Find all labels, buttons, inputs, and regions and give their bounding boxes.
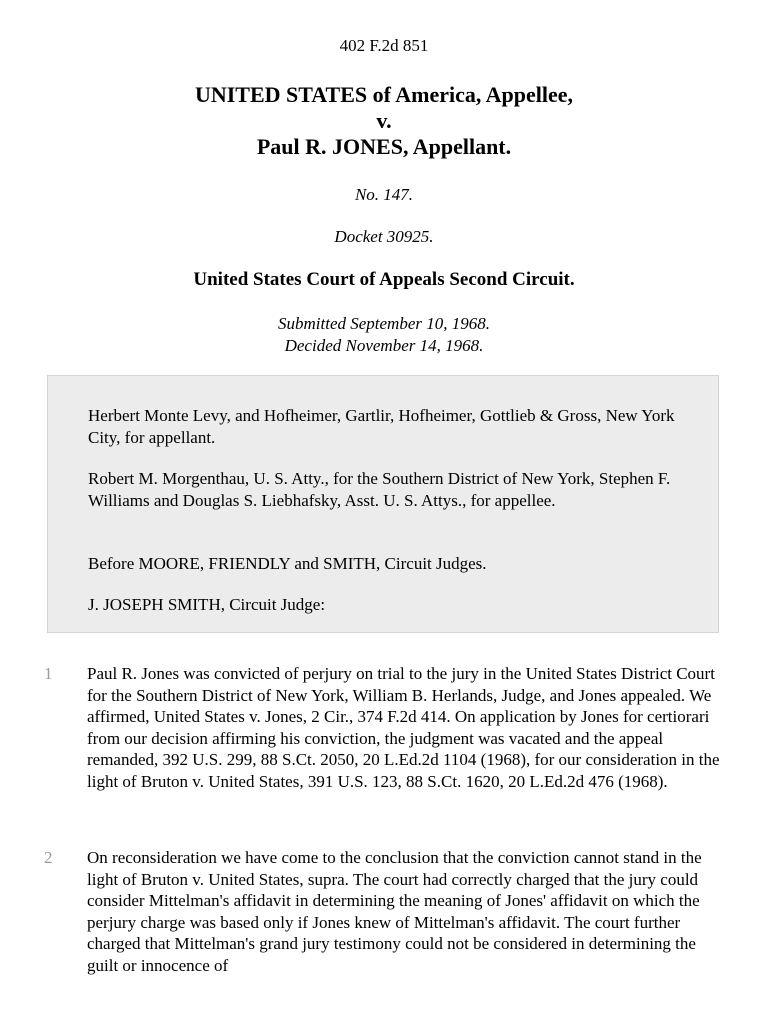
- submitted-date: Submitted September 10, 1968.: [278, 314, 490, 333]
- appellee-counsel: Robert M. Morgenthau, U. S. Atty., for the Southern District of New York, Stephen F. Williams and Douglas S. Liebhafsky, Asst. U. S. Attys., for appellee.: [88, 469, 671, 510]
- docket-number: Docket 30925.: [334, 227, 434, 246]
- caption-appellee: UNITED STATES of America, Appellee,: [194, 82, 574, 107]
- opinion-author: J. JOSEPH SMITH, Circuit Judge:: [88, 595, 326, 614]
- case-number: No. 147.: [354, 185, 414, 204]
- counsel-panel: [47, 375, 719, 633]
- paragraph-number: 1: [44, 664, 53, 683]
- paragraph-text: On reconsideration we have come to the conclusion that the conviction cannot stand in the light of Bruton v. United States, supra. The court had correctly charged that the jury could consider Mittelman's affidavit in determining the meaning of Jones' affidavit on which the perjury charge was based only if Jones knew of Mittelman's affidavit. The court further charged that Mittelman's grand jury testimony could not be considered in determining the guilt or innocence of: [87, 848, 702, 975]
- appellant-counsel: Herbert Monte Levy, and Hofheimer, Gartlir, Hofheimer, Gottlieb & Gross, New York City, for appellant.: [88, 406, 675, 447]
- decided-date: Decided November 14, 1968.: [284, 336, 484, 355]
- court-name: United States Court of Appeals Second Circuit.: [193, 269, 575, 290]
- judges-panel: Before MOORE, FRIENDLY and SMITH, Circuit Judges.: [88, 554, 487, 573]
- case-caption: [0, 82, 768, 160]
- case-dates: [0, 313, 768, 357]
- caption-versus: v.: [376, 108, 392, 133]
- case-citation: 402 F.2d 851: [339, 36, 429, 55]
- paragraph-text: Paul R. Jones was convicted of perjury on trial to the jury in the United States District Court for the Southern District of New York, William B. Herlands, Judge, and Jones appealed. We affirmed, United States v. Jones, 2 Cir., 374 F.2d 414. On application by Jones for certiorari from our decision affirming his conviction, the judgment was vacated and the appeal remanded, 392 U.S. 299, 88 S.Ct. 2050, 20 L.Ed.2d 1104 (1968), for our consideration in the light of Bruton v. United States, 391 U.S. 123, 88 S.Ct. 1620, 20 L.Ed.2d 476 (1968).: [87, 664, 720, 791]
- paragraph-number: 2: [44, 848, 53, 867]
- caption-appellant: Paul R. JONES, Appellant.: [256, 134, 512, 159]
